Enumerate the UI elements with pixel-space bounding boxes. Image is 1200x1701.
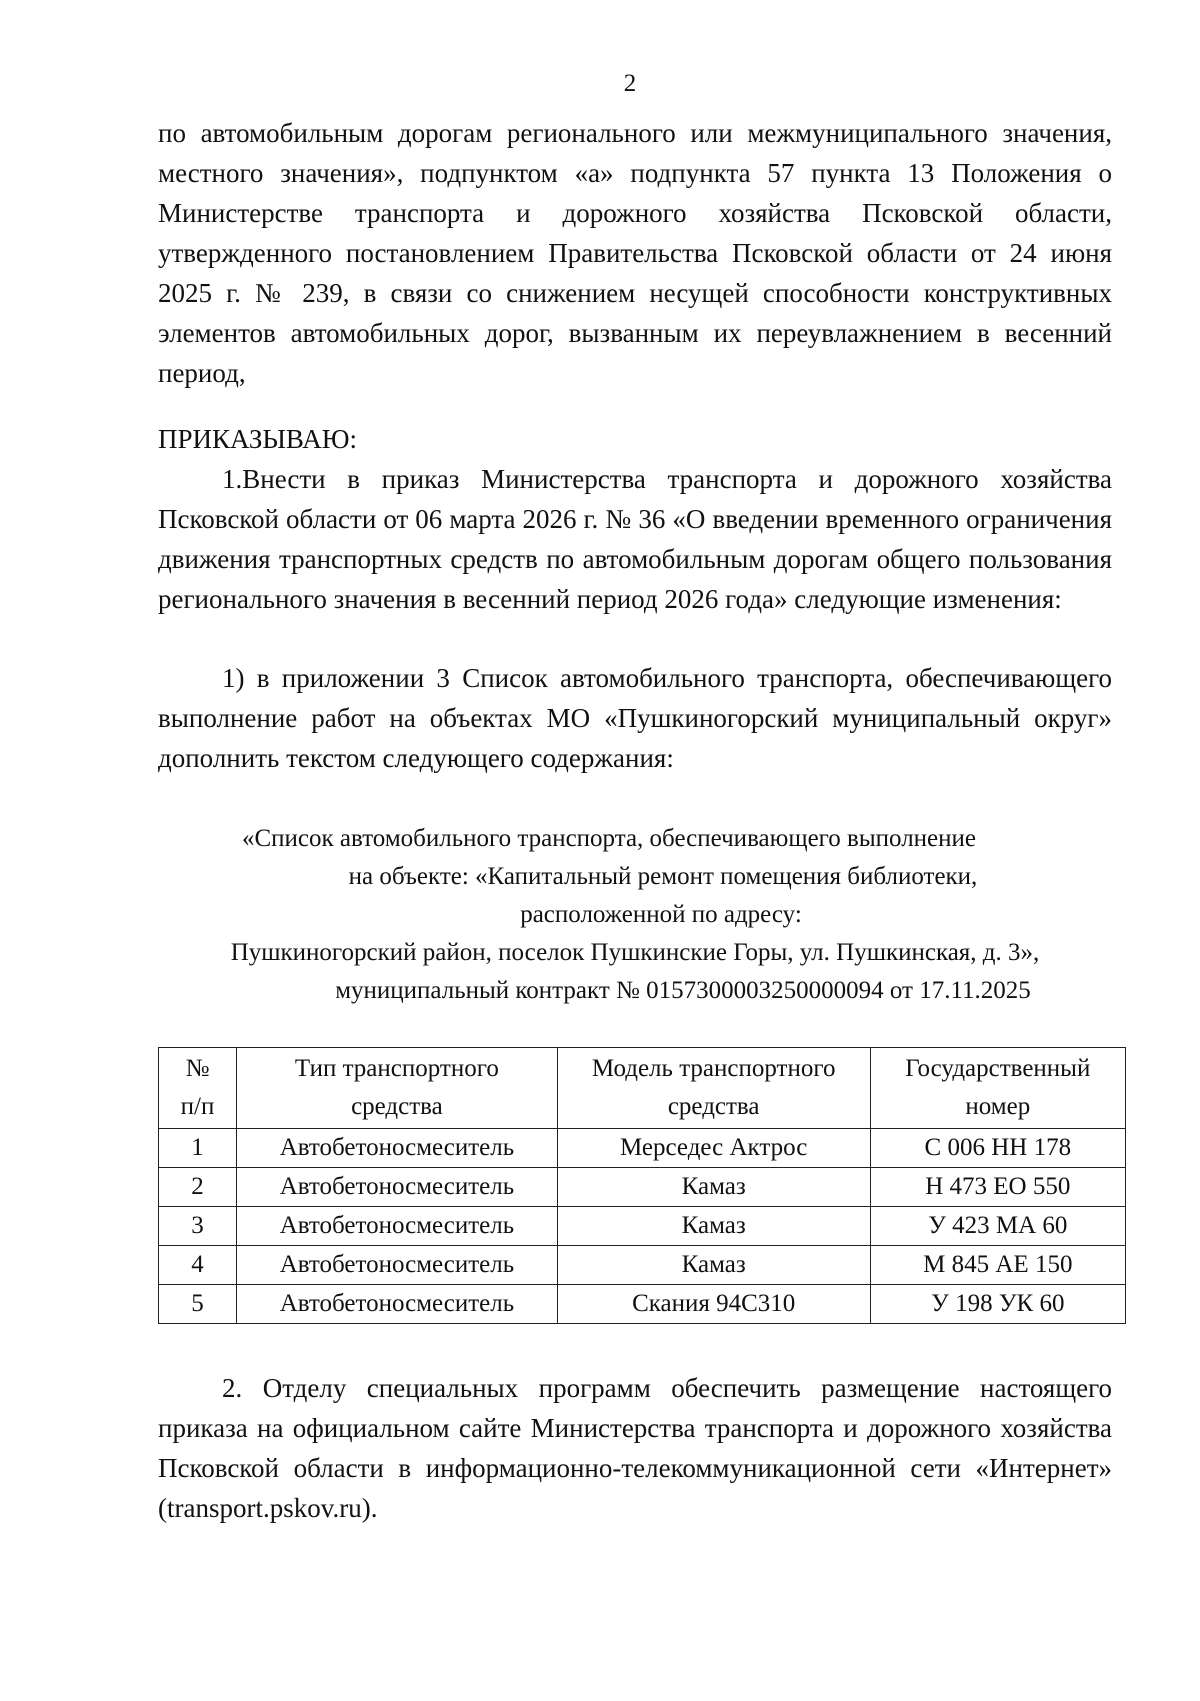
- row-model: Скания 94С310: [557, 1285, 870, 1324]
- vehicle-list-heading: [158, 820, 1112, 1010]
- table-row: [159, 1246, 1126, 1285]
- list-heading-line-3: расположенной по адресу:: [520, 901, 802, 928]
- header-type: [237, 1048, 558, 1129]
- row-model: Камаз: [557, 1246, 870, 1285]
- row-plate: М 845 АЕ 150: [870, 1246, 1125, 1285]
- row-plate: С 006 НН 178: [870, 1129, 1125, 1168]
- header-model-line-1: Модель транспортного: [591, 1055, 836, 1082]
- table-row: [159, 1207, 1126, 1246]
- row-model: Камаз: [557, 1168, 870, 1207]
- row-plate: Н 473 ЕО 550: [870, 1168, 1125, 1207]
- item-1-sub-1-block: [158, 658, 1112, 778]
- item-2-paragraph: 2. Отделу специальных программ обеспечить размещение настоящего приказа на официальном сайте Министерства транспорта и дорожного хозяйства Псковской области в информационно-телекоммуникационной сети «Интернет» (transport.pskov.ru).: [158, 1373, 1112, 1523]
- row-type: Автобетоносмеситель: [237, 1129, 558, 1168]
- header-plate-line-2: номер: [965, 1093, 1031, 1120]
- header-num: [159, 1048, 237, 1129]
- table-row: [159, 1168, 1126, 1207]
- page-number: 2: [623, 70, 637, 97]
- row-type: Автобетоносмеситель: [237, 1285, 558, 1324]
- order-word: ПРИКАЗЫВАЮ:: [158, 424, 357, 454]
- item-1-paragraph: 1.Внести в приказ Министерства транспорта и дорожного хозяйства Псковской области от 06 марта 2026 г. № 36 «О введении временного ограничения движения транспортных средств по автомобильным дорогам общего пользования регионального значения в весенний период 2026 года» следующие изменения:: [158, 464, 1112, 614]
- header-num-line-1: №: [185, 1055, 210, 1082]
- row-num: 2: [159, 1168, 237, 1207]
- header-num-line-2: п/п: [180, 1093, 215, 1120]
- row-type: Автобетоносмеситель: [237, 1207, 558, 1246]
- row-num: 4: [159, 1246, 237, 1285]
- list-heading-line-5: муниципальный контракт № 0157300003250000094 от 17.11.2025: [335, 977, 1031, 1004]
- row-type: Автобетоносмеситель: [237, 1246, 558, 1285]
- row-model: Мерседес Актрос: [557, 1129, 870, 1168]
- row-type: Автобетоносмеситель: [237, 1168, 558, 1207]
- item-1-block: [158, 459, 1112, 619]
- table-row: [159, 1285, 1126, 1324]
- row-num: 3: [159, 1207, 237, 1246]
- header-plate: [870, 1048, 1125, 1129]
- row-model: Камаз: [557, 1207, 870, 1246]
- header-model-line-2: средства: [667, 1093, 760, 1120]
- header-type-line-2: средства: [351, 1093, 443, 1120]
- table-row: [159, 1129, 1126, 1168]
- item-1-sub-1-paragraph: 1) в приложении 3 Список автомобильного транспорта, обеспечивающего выполнение работ на объектах МО «Пушкиногорский муниципальный округ» дополнить текстом следующего содержания:: [158, 663, 1112, 773]
- row-plate: У 423 МА 60: [870, 1207, 1125, 1246]
- row-num: 1: [159, 1129, 237, 1168]
- item-2-block: [158, 1368, 1112, 1528]
- header-model: [557, 1048, 870, 1129]
- table-header-row: [159, 1048, 1126, 1129]
- intro-paragraph-block: [158, 113, 1112, 393]
- row-num: 5: [159, 1285, 237, 1324]
- list-heading-line-2: на объекте: «Капитальный ремонт помещения библиотеки,: [348, 863, 978, 890]
- list-heading-line-1: «Список автомобильного транспорта, обеспечивающего выполнение: [242, 825, 976, 852]
- vehicle-table: [158, 1047, 1126, 1324]
- header-plate-line-1: Государственный: [905, 1055, 1091, 1082]
- header-type-line-1: Тип транспортного: [294, 1055, 499, 1082]
- list-heading-line-4: Пушкиногорский район, поселок Пушкинские Горы, ул. Пушкинская, д. 3»,: [230, 939, 1040, 966]
- intro-paragraph: по автомобильным дорогам регионального или межмуниципального значения, местного значения», подпунктом «а» подпункта 57 пункта 13 Положения о Министерстве транспорта и дорожного хозяйства Псковской области, утвержденного постановлением Правительства Псковской области от 24 июня 2025 г. № 239, в связи со снижением несущей способности конструктивных элементов автомобильных дорог, вызванным их переувлажнением в весенний период,: [158, 118, 1112, 388]
- row-plate: У 198 УК 60: [870, 1285, 1125, 1324]
